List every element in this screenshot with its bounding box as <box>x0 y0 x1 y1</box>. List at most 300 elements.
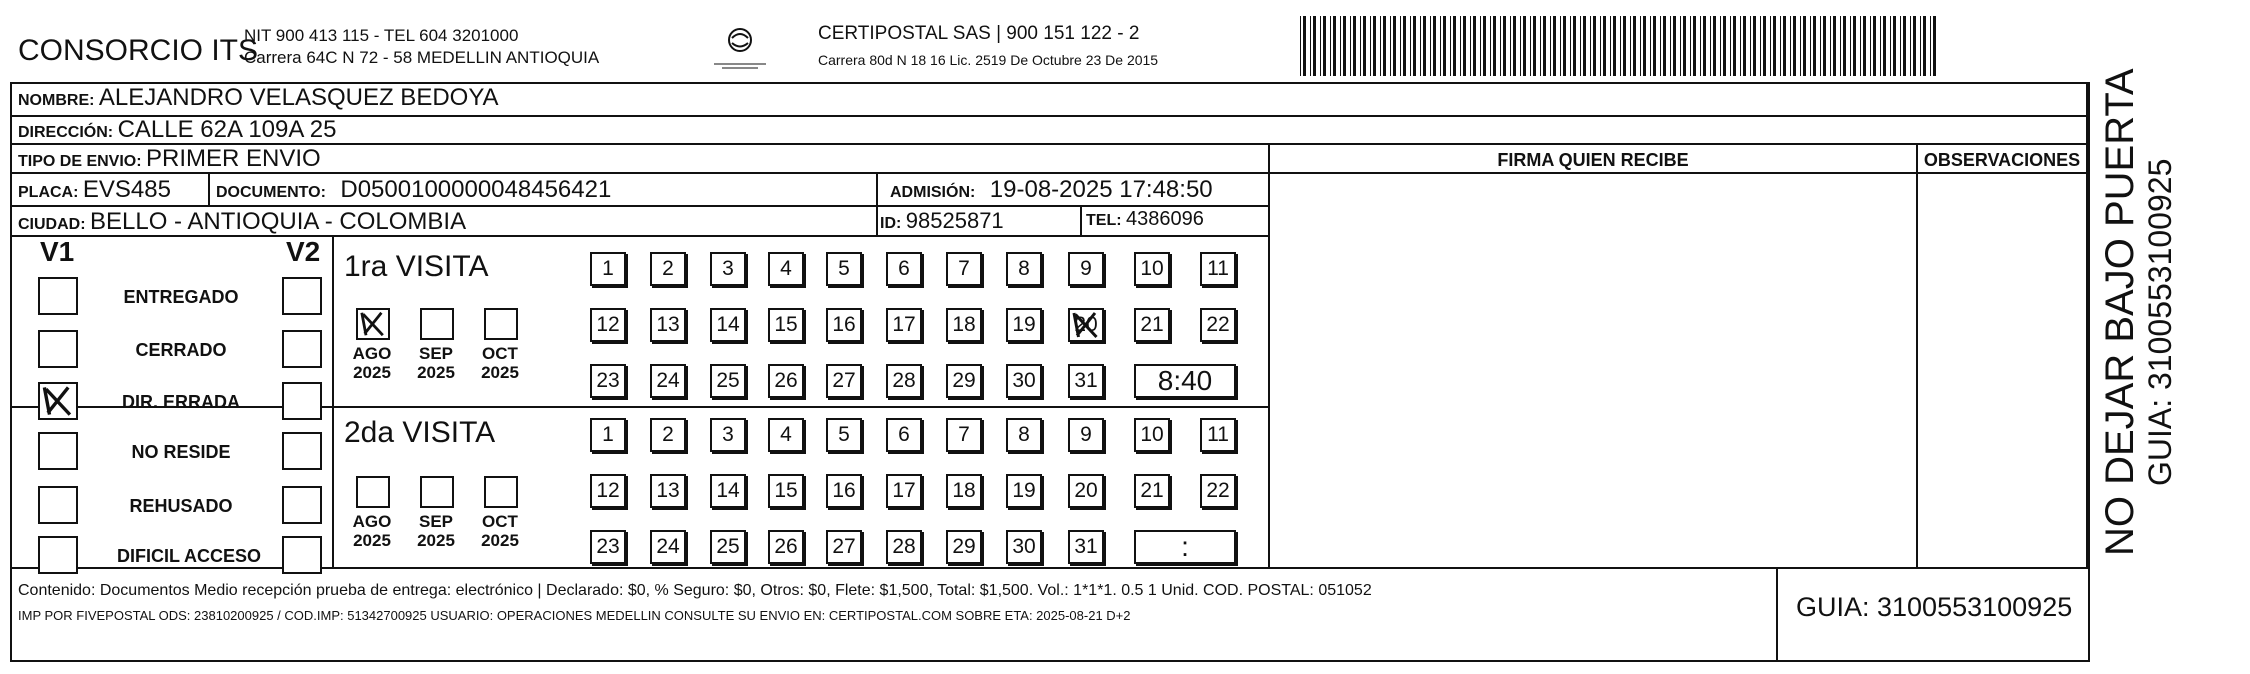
barcode-bar <box>1530 16 1531 76</box>
admision-field <box>890 176 1213 204</box>
v1-checkbox[interactable] <box>38 486 78 524</box>
second-visit-day-box[interactable] <box>768 418 804 452</box>
barcode-bar <box>1453 16 1456 76</box>
barcode-bar <box>1560 16 1561 76</box>
month-name: AGO <box>352 344 392 363</box>
barcode-bar <box>1773 16 1776 76</box>
day-number: 12 <box>596 313 620 336</box>
first-visit-day-box[interactable] <box>768 252 804 286</box>
second-visit-day-box[interactable] <box>946 530 982 564</box>
barcode-bar <box>1423 16 1426 76</box>
first-visit-time-box[interactable]: 8:40 <box>1134 364 1236 398</box>
barcode-bar <box>1783 16 1786 76</box>
second-visit-day-box[interactable] <box>946 474 982 508</box>
status-option-label: NO RESIDE <box>131 442 231 462</box>
placa-value: EVS485 <box>82 176 171 203</box>
first-visit-day-box[interactable] <box>1200 308 1236 342</box>
month-year: 2025 <box>417 531 455 550</box>
barcode-bar <box>1463 16 1466 76</box>
first-visit-day-box[interactable] <box>1006 364 1042 398</box>
barcode-bar <box>1533 16 1536 76</box>
barcode-bar <box>1813 16 1816 76</box>
day-number: 25 <box>716 369 740 392</box>
v2-checkbox[interactable] <box>282 277 322 315</box>
day-number: 4 <box>780 257 792 280</box>
second-visit-day-box[interactable] <box>1006 530 1042 564</box>
side-guia: GUIA: 3100553100925 <box>2142 158 2178 486</box>
month-year: 2025 <box>481 531 519 550</box>
v2-checkbox[interactable] <box>282 536 322 574</box>
barcode-bar <box>1760 16 1761 76</box>
first-visit-day-box[interactable] <box>710 364 746 398</box>
first-visit-day-box[interactable] <box>1200 252 1236 286</box>
first-visit-month-checkbox[interactable] <box>420 308 454 340</box>
day-number: 24 <box>656 535 680 558</box>
ciudad-value: BELLO - ANTIOQUIA - COLOMBIA <box>90 208 467 235</box>
day-number: 5 <box>838 423 850 446</box>
second-visit-day-box[interactable] <box>590 474 626 508</box>
day-number: 18 <box>952 479 976 502</box>
day-number: 6 <box>898 423 910 446</box>
day-number: 30 <box>1012 369 1036 392</box>
day-number: 10 <box>1140 257 1164 280</box>
barcode-bar <box>1723 16 1726 76</box>
barcode-bar <box>1593 16 1596 76</box>
barcode-bar <box>1340 16 1341 76</box>
barcode-bar <box>1860 16 1861 76</box>
second-visit-day-box[interactable] <box>826 530 862 564</box>
day-number: 3 <box>722 423 734 446</box>
second-visit-day-box[interactable] <box>1068 418 1104 452</box>
month-year: 2025 <box>353 363 391 382</box>
first-visit-day-box[interactable] <box>946 308 982 342</box>
day-number: 23 <box>596 535 620 558</box>
second-visit-day-box[interactable] <box>710 474 746 508</box>
first-visit-day-box[interactable] <box>590 308 626 342</box>
day-number: 28 <box>892 369 916 392</box>
second-visit-title: 2da VISITA <box>344 416 496 449</box>
barcode-bar <box>1913 16 1916 76</box>
firma-header: FIRMA QUIEN RECIBE <box>1497 150 1689 170</box>
second-visit-day-box[interactable] <box>826 418 862 452</box>
barcode-bar <box>1383 16 1386 76</box>
barcode-bar <box>1633 16 1636 76</box>
v1-label: V1 <box>40 236 75 267</box>
barcode-bar <box>1510 16 1511 76</box>
first-visit-day-box[interactable] <box>590 364 626 398</box>
admision-value: 19-08-2025 17:48:50 <box>989 176 1213 203</box>
first-visit-month-checkbox[interactable] <box>356 308 390 340</box>
first-visit-day-box[interactable] <box>768 364 804 398</box>
barcode-bar <box>1900 16 1901 76</box>
barcode-bar <box>1323 16 1326 76</box>
first-visit-day-box[interactable] <box>650 308 686 342</box>
day-number: 31 <box>1074 535 1098 558</box>
barcode-bar <box>1550 16 1551 76</box>
barcode-bar <box>1630 16 1631 76</box>
first-visit-day-box[interactable] <box>710 252 746 286</box>
first-visit-day-box[interactable] <box>886 364 922 398</box>
barcode-bar <box>1543 16 1546 76</box>
certipostal-line: CERTIPOSTAL SAS | 900 151 122 - 2 <box>818 23 1140 44</box>
first-visit-month-label <box>348 344 396 382</box>
day-number: 25 <box>716 535 740 558</box>
barcode-bar <box>1850 16 1851 76</box>
barcode-bar <box>1820 16 1821 76</box>
day-number: 2 <box>662 423 674 446</box>
barcode-bar <box>1413 16 1416 76</box>
day-number: 27 <box>832 369 856 392</box>
barcode-bar <box>1350 16 1351 76</box>
first-visit-day-box[interactable] <box>1068 308 1104 342</box>
second-visit-day-box[interactable] <box>1068 530 1104 564</box>
first-visit-day-box[interactable] <box>710 308 746 342</box>
id-label: ID: <box>880 215 902 232</box>
barcode-bar <box>1830 16 1831 76</box>
first-visit-month-label <box>476 344 524 382</box>
month-name: SEP <box>418 344 454 363</box>
day-number: 29 <box>952 369 976 392</box>
barcode-bar <box>1893 16 1896 76</box>
second-visit-day-box[interactable] <box>768 530 804 564</box>
second-visit-day-box[interactable] <box>1006 418 1042 452</box>
barcode-bar <box>1500 16 1501 76</box>
tipo-envio-label: TIPO DE ENVIO: <box>18 153 142 170</box>
day-number: 8 <box>1018 257 1030 280</box>
tel-field <box>1086 208 1204 231</box>
first-visit-title: 1ra VISITA <box>344 250 489 283</box>
month-name: OCT <box>482 512 518 531</box>
documento-value: D0500100000048456421 <box>340 176 612 203</box>
barcode-bar <box>1540 16 1541 76</box>
status-option-label: DIFICIL ACCESO <box>116 546 261 566</box>
first-visit-day-box[interactable] <box>946 364 982 398</box>
first-visit-day-box[interactable] <box>826 252 862 286</box>
barcode-bar <box>1563 16 1566 76</box>
barcode-bar <box>1390 16 1391 76</box>
day-number: 19 <box>1012 313 1036 336</box>
barcode-bar <box>1483 16 1486 76</box>
direccion-label: DIRECCIÓN: <box>18 124 114 141</box>
first-visit-day-box[interactable] <box>590 252 626 286</box>
barcode-bar <box>1573 16 1576 76</box>
barcode-bar <box>1553 16 1556 76</box>
day-number: 7 <box>958 423 970 446</box>
documento-label: DOCUMENTO: <box>216 184 326 201</box>
month-name: AGO <box>352 512 392 531</box>
first-visit-day-box[interactable] <box>1006 252 1042 286</box>
barcode-bar <box>1443 16 1446 76</box>
month-year: 2025 <box>417 363 455 382</box>
certipostal-address: Carrera 80d N 18 16 Lic. 2519 De Octubre 23 De 2015 <box>818 52 1159 68</box>
day-number: 21 <box>1140 313 1164 336</box>
barcode-bar <box>1803 16 1806 76</box>
first-visit-day-box[interactable] <box>1006 308 1042 342</box>
barcode-bar <box>1590 16 1591 76</box>
day-number: 12 <box>596 479 620 502</box>
admision-label: ADMISIÓN: <box>890 184 976 201</box>
barcode-bar <box>1673 16 1676 76</box>
second-visit-month-checkbox[interactable] <box>356 476 390 508</box>
day-number: 2 <box>662 257 674 280</box>
barcode-bar <box>1613 16 1616 76</box>
barcode-bar <box>1800 16 1801 76</box>
barcode-bar <box>1890 16 1891 76</box>
first-visit-day-box[interactable] <box>1134 308 1170 342</box>
direccion-value: CALLE 62A 109A 25 <box>117 116 337 143</box>
barcode-bar <box>1623 16 1626 76</box>
barcode-bar <box>1660 16 1661 76</box>
footer-contenido: Contenido: Documentos Medio recepción prueba de entrega: electrónico | Declarado: $0, % Seguro: $0, Otros: $0, Flete: $1,500, Total: $1,500. Vol.: 1*1*1. 0.5 1 Unid. COD. POSTAL: 051052 <box>18 582 1372 599</box>
second-visit-day-box[interactable] <box>1200 474 1236 508</box>
status-option-label: REHUSADO <box>129 496 233 516</box>
barcode-bar <box>1853 16 1856 76</box>
day-number: 6 <box>898 257 910 280</box>
barcode-bar <box>1653 16 1656 76</box>
barcode-bar <box>1610 16 1611 76</box>
v1-checkbox[interactable] <box>38 330 78 368</box>
barcode-bar <box>1833 16 1836 76</box>
first-visit-month-label <box>412 344 460 382</box>
day-number: 16 <box>832 479 856 502</box>
barcode-bar <box>1923 16 1926 76</box>
barcode-bar <box>1743 16 1746 76</box>
second-visit-month-label <box>348 512 396 550</box>
second-visit-month-checkbox[interactable] <box>420 476 454 508</box>
barcode-bar <box>1600 16 1601 76</box>
barcode-bar <box>1370 16 1371 76</box>
barcode-bar <box>1330 16 1331 76</box>
tel-value: 4386096 <box>1126 208 1204 230</box>
first-visit-day-box[interactable] <box>1134 252 1170 286</box>
v2-checkbox[interactable] <box>282 432 322 470</box>
barcode-bar <box>1450 16 1451 76</box>
barcode-bar <box>1840 16 1841 76</box>
second-visit-day-box[interactable] <box>590 530 626 564</box>
certipostal-logo <box>708 26 772 72</box>
second-visit-day-box[interactable] <box>650 474 686 508</box>
observaciones-header: OBSERVACIONES <box>1923 150 2081 170</box>
barcode-bar <box>1580 16 1581 76</box>
day-number: 1 <box>602 257 614 280</box>
first-visit-day-box[interactable] <box>1068 364 1104 398</box>
second-visit-day-box[interactable] <box>1068 474 1104 508</box>
v1-checkbox[interactable] <box>38 277 78 315</box>
second-visit-day-box[interactable] <box>710 418 746 452</box>
second-visit-month-checkbox[interactable] <box>484 476 518 508</box>
day-number: 1 <box>602 423 614 446</box>
day-number: 9 <box>1080 423 1092 446</box>
barcode-bar <box>1490 16 1491 76</box>
barcode-bar <box>1303 16 1306 76</box>
v1-checkbox[interactable] <box>38 536 78 574</box>
day-number: 18 <box>952 313 976 336</box>
barcode-bar <box>1720 16 1721 76</box>
barcode-bar <box>1513 16 1516 76</box>
barcode-bar <box>1740 16 1741 76</box>
barcode-bar <box>1933 16 1936 76</box>
second-visit-day-box[interactable] <box>1006 474 1042 508</box>
barcode-bar <box>1503 16 1506 76</box>
day-number: 17 <box>892 313 916 336</box>
barcode-bar <box>1313 16 1316 76</box>
barcode-bar <box>1930 16 1931 76</box>
day-number: 5 <box>838 257 850 280</box>
second-visit-day-box[interactable] <box>886 530 922 564</box>
id-value: 98525871 <box>905 208 1004 233</box>
second-visit-day-box[interactable] <box>590 418 626 452</box>
second-visit-day-box[interactable] <box>1134 474 1170 508</box>
day-number: 26 <box>774 535 798 558</box>
day-number: 7 <box>958 257 970 280</box>
day-number: 11 <box>1207 257 1229 280</box>
barcode-bar <box>1730 16 1731 76</box>
day-number: 14 <box>716 479 740 502</box>
day-number: 15 <box>774 313 798 336</box>
status-option-label: DIR. ERRADA <box>121 392 240 412</box>
first-visit-day-box[interactable] <box>826 308 862 342</box>
side-warning: NO DEJAR BAJO PUERTA <box>2098 68 2142 556</box>
first-visit-day-box[interactable] <box>650 252 686 286</box>
second-visit-day-box[interactable] <box>886 418 922 452</box>
second-visit-time-box[interactable]: : <box>1134 530 1236 564</box>
barcode-bar <box>1920 16 1921 76</box>
barcode-bar <box>1663 16 1666 76</box>
v2-checkbox[interactable] <box>282 330 322 368</box>
second-visit-day-box[interactable] <box>650 530 686 564</box>
first-visit-month-checkbox[interactable] <box>484 308 518 340</box>
second-visit-day-box[interactable] <box>710 530 746 564</box>
day-number: 15 <box>774 479 798 502</box>
month-name: SEP <box>418 512 454 531</box>
day-number: 9 <box>1080 257 1092 280</box>
day-number: 20 <box>1074 313 1098 336</box>
first-visit-day-box[interactable] <box>886 252 922 286</box>
footer-imp: IMP POR FIVEPOSTAL ODS: 23810200925 / COD.IMP: 51342700925 USUARIO: OPERACIONES MEDELLIN CONSULTE SU ENVIO EN: CERTIPOSTAL.COM SOBRE ETA: 2025-08-21 D+2 <box>18 608 1131 623</box>
ciudad-field <box>18 208 466 236</box>
barcode-bar <box>1480 16 1481 76</box>
nombre-field <box>18 84 499 112</box>
barcode-bar <box>1753 16 1756 76</box>
day-number: 11 <box>1207 423 1229 446</box>
day-number: 21 <box>1140 479 1164 502</box>
first-visit-day-box[interactable] <box>768 308 804 342</box>
company-address: Carrera 64C N 72 - 58 MEDELLIN ANTIOQUIA <box>244 48 600 67</box>
barcode-bar <box>1393 16 1396 76</box>
day-number: 22 <box>1206 479 1230 502</box>
barcode-bar <box>1373 16 1376 76</box>
barcode-bar <box>1440 16 1441 76</box>
second-visit-day-box[interactable] <box>946 418 982 452</box>
barcode-bar <box>1793 16 1796 76</box>
placa-field <box>18 176 171 204</box>
barcode-bar <box>1650 16 1651 76</box>
barcode-bar <box>1843 16 1846 76</box>
second-visit-day-box[interactable] <box>886 474 922 508</box>
barcode-bar <box>1403 16 1406 76</box>
day-number: 28 <box>892 535 916 558</box>
barcode-bar <box>1353 16 1356 76</box>
barcode-bar <box>1863 16 1866 76</box>
first-visit-day-box[interactable] <box>1068 252 1104 286</box>
barcode-bar <box>1433 16 1436 76</box>
barcode-bar <box>1873 16 1876 76</box>
second-visit-day-box[interactable] <box>1200 418 1236 452</box>
month-year: 2025 <box>481 363 519 382</box>
barcode-bar <box>1570 16 1571 76</box>
v2-checkbox[interactable] <box>282 382 322 420</box>
day-number: 26 <box>774 369 798 392</box>
placa-label: PLACA: <box>18 184 79 201</box>
day-number: 10 <box>1140 423 1164 446</box>
barcode-bar <box>1880 16 1881 76</box>
barcode-bar <box>1910 16 1911 76</box>
month-name: OCT <box>482 344 518 363</box>
day-number: 14 <box>716 313 740 336</box>
second-visit-day-box[interactable] <box>768 474 804 508</box>
barcode-bar <box>1520 16 1521 76</box>
barcode-bar <box>1733 16 1736 76</box>
barcode-bar <box>1470 16 1471 76</box>
day-number: 16 <box>832 313 856 336</box>
day-number: 27 <box>832 535 856 558</box>
first-visit-day-box[interactable] <box>886 308 922 342</box>
day-number: 17 <box>892 479 916 502</box>
barcode-bar <box>1310 16 1311 76</box>
barcode-bar <box>1603 16 1606 76</box>
barcode-bar <box>1420 16 1421 76</box>
day-number: 4 <box>780 423 792 446</box>
day-number: 8 <box>1018 423 1030 446</box>
second-visit-day-box[interactable] <box>650 418 686 452</box>
barcode-bar <box>1823 16 1826 76</box>
barcode-bar <box>1883 16 1886 76</box>
day-number: 30 <box>1012 535 1036 558</box>
second-visit-day-box[interactable] <box>1134 418 1170 452</box>
day-number: 3 <box>722 257 734 280</box>
barcode-bar <box>1780 16 1781 76</box>
barcode-bar <box>1690 16 1691 76</box>
first-visit-day-box[interactable] <box>946 252 982 286</box>
second-visit-day-box[interactable] <box>826 474 862 508</box>
day-number: 19 <box>1012 479 1036 502</box>
v1-checkbox[interactable] <box>38 382 78 420</box>
month-year: 2025 <box>353 531 391 550</box>
second-visit-month-label <box>412 512 460 550</box>
barcode-bar <box>1583 16 1586 76</box>
day-number: 29 <box>952 535 976 558</box>
tipo-envio-field <box>18 145 321 173</box>
barcode-bar <box>1903 16 1906 76</box>
v2-checkbox[interactable] <box>282 486 322 524</box>
barcode-bar <box>1300 16 1301 76</box>
first-visit-day-box[interactable] <box>826 364 862 398</box>
nombre-label: NOMBRE: <box>18 92 95 109</box>
day-number: 13 <box>656 313 680 336</box>
barcode-bar <box>1750 16 1751 76</box>
barcode-bar <box>1473 16 1476 76</box>
footer-guia: GUIA: 3100553100925 <box>1796 592 2073 622</box>
v1-checkbox[interactable] <box>38 432 78 470</box>
barcode-bar <box>1460 16 1461 76</box>
status-option-label: ENTREGADO <box>123 287 239 307</box>
barcode-bar <box>1810 16 1811 76</box>
first-visit-day-box[interactable] <box>650 364 686 398</box>
barcode-bar <box>1710 16 1711 76</box>
second-visit-month-label <box>476 512 524 550</box>
barcode-bar <box>1333 16 1336 76</box>
day-number: 23 <box>596 369 620 392</box>
